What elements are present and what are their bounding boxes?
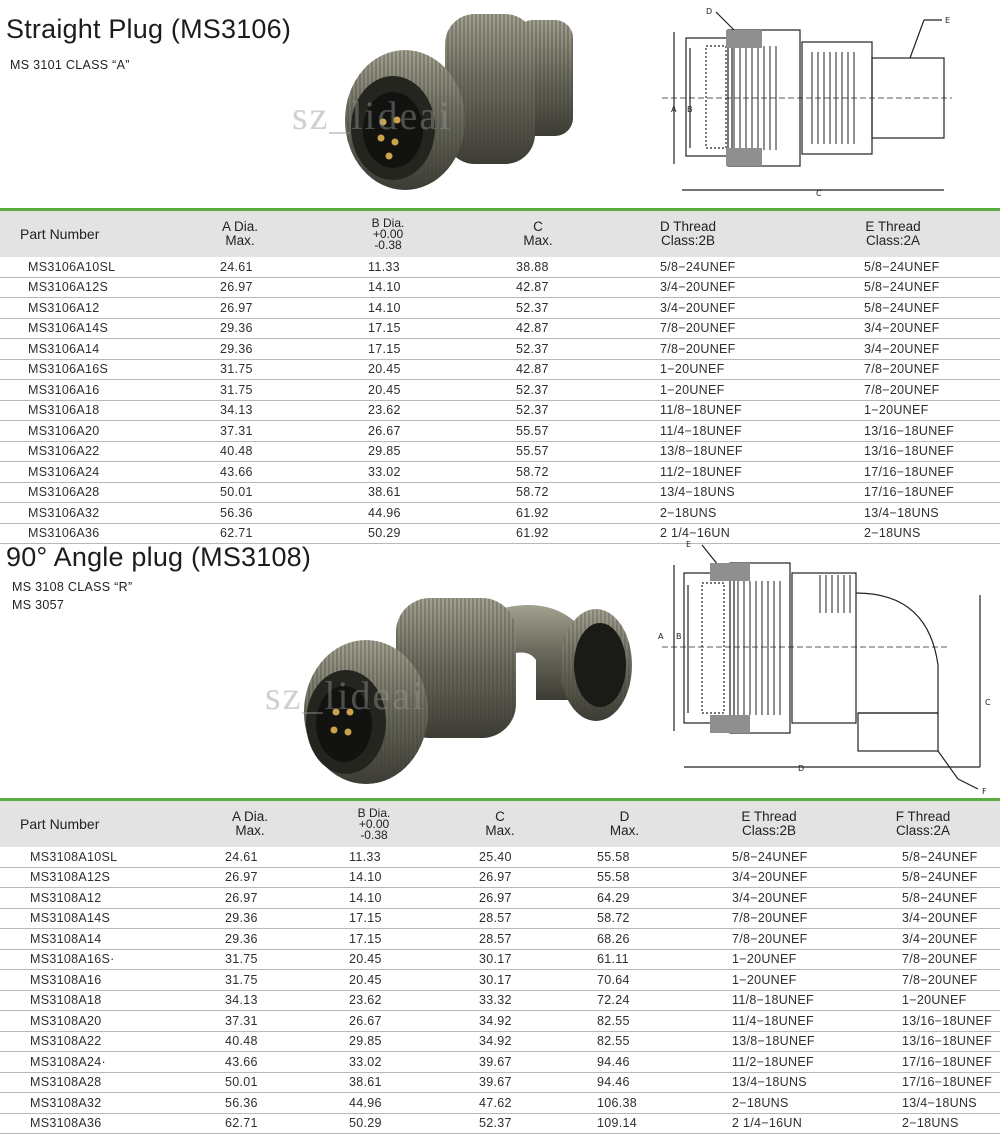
table-cell: 26.67 — [305, 1011, 443, 1032]
column-header-line: Class:2B — [660, 233, 716, 248]
column-header — [590, 211, 786, 257]
table-cell: 37.31 — [190, 421, 290, 442]
table-cell: 94.46 — [557, 1052, 692, 1073]
table-cell: 5/8−24UNEF — [846, 888, 1000, 909]
table-cell: MS3106A18 — [0, 400, 190, 421]
table-cell: 40.48 — [195, 1031, 305, 1052]
table-cell: 31.75 — [190, 359, 290, 380]
table-cell: MS3108A12 — [0, 888, 195, 909]
section2-title: 90° Angle plug (MS3108) — [6, 542, 312, 572]
table-cell: 52.37 — [486, 400, 590, 421]
table-cell: 52.37 — [486, 298, 590, 319]
table-row — [0, 970, 1000, 991]
table-cell: 11.33 — [290, 257, 486, 277]
table-cell: 3/4−20UNEF — [846, 908, 1000, 929]
table-cell: 52.37 — [443, 1113, 557, 1134]
table-row — [0, 929, 1000, 950]
table-cell: 14.10 — [305, 888, 443, 909]
table-cell: 38.61 — [305, 1072, 443, 1093]
table-row — [0, 1011, 1000, 1032]
column-header-line: F Thread — [895, 809, 951, 824]
table-cell: 17/16−18UNEF — [846, 1072, 1000, 1093]
table-cell: 17.15 — [305, 929, 443, 950]
table-cell: 82.55 — [557, 1031, 692, 1052]
table-row — [0, 421, 1000, 442]
table-cell: 13/8−18UNEF — [692, 1031, 846, 1052]
table-cell: 11/2−18UNEF — [692, 1052, 846, 1073]
table-cell: 2−18UNS — [590, 503, 786, 524]
table-cell: 13/16−18UNEF — [846, 1031, 1000, 1052]
table-cell: 94.46 — [557, 1072, 692, 1093]
table-cell: 31.75 — [195, 949, 305, 970]
table-row — [0, 318, 1000, 339]
table-cell: 26.97 — [195, 888, 305, 909]
table-cell: MS3106A20 — [0, 421, 190, 442]
table-cell: 13/16−18UNEF — [786, 421, 1000, 442]
table2-header-row — [0, 801, 1000, 847]
column-header — [846, 801, 1000, 847]
drawing1-label-d: D — [706, 7, 713, 16]
table-cell: 70.64 — [557, 970, 692, 991]
table-cell: 23.62 — [305, 990, 443, 1011]
table-cell: 26.97 — [190, 298, 290, 319]
column-header-line: Max. — [523, 233, 553, 248]
ms3106-spec-table — [0, 211, 1000, 544]
column-header — [486, 211, 590, 257]
table-cell: 56.36 — [195, 1093, 305, 1114]
table-cell: 26.97 — [443, 888, 557, 909]
table-cell: 109.14 — [557, 1113, 692, 1134]
table-cell: 61.92 — [486, 503, 590, 524]
table-cell: 17.15 — [290, 339, 486, 360]
table-cell: 5/8−24UNEF — [846, 867, 1000, 888]
table-cell: 58.72 — [486, 462, 590, 483]
table-cell: 3/4−20UNEF — [590, 277, 786, 298]
table-cell: 72.24 — [557, 990, 692, 1011]
table-cell: 42.87 — [486, 359, 590, 380]
table-cell: 29.36 — [195, 929, 305, 950]
table-cell: 44.96 — [305, 1093, 443, 1114]
column-header-line: D Thread — [659, 219, 717, 234]
table-cell: MS3108A36 — [0, 1113, 195, 1134]
drawing2-label-d: D — [798, 764, 805, 773]
table-cell: 26.67 — [290, 421, 486, 442]
table-row — [0, 380, 1000, 401]
table-cell: 23.62 — [290, 400, 486, 421]
table-cell: 33.32 — [443, 990, 557, 1011]
straight-plug-drawing — [662, 2, 962, 200]
table-cell: 56.36 — [190, 503, 290, 524]
table-cell: 7/8−20UNEF — [846, 949, 1000, 970]
table-cell: 29.36 — [190, 339, 290, 360]
table-cell: 2−18UNS — [846, 1113, 1000, 1134]
table1-body — [0, 257, 1000, 544]
table-cell: 58.72 — [557, 908, 692, 929]
table-cell: MS3108A12S — [0, 867, 195, 888]
table-cell: 13/4−18UNS — [692, 1072, 846, 1093]
table-cell: 5/8−24UNEF — [786, 277, 1000, 298]
section1-title: Straight Plug (MS3106) — [6, 14, 292, 44]
column-header-line: D — [619, 809, 630, 824]
table-cell: 7/8−20UNEF — [786, 359, 1000, 380]
column-header-line: -0.38 — [374, 237, 402, 252]
table-cell: 11/8−18UNEF — [692, 990, 846, 1011]
table-cell: 2 1/4−16UN — [590, 523, 786, 544]
section2-subtitle-1: MS 3108 CLASS “R” — [12, 580, 133, 594]
column-header — [0, 211, 190, 257]
table-cell: 38.88 — [486, 257, 590, 277]
table-cell: MS3106A12S — [0, 277, 190, 298]
table-cell: 43.66 — [190, 462, 290, 483]
table-cell: 3/4−20UNEF — [692, 867, 846, 888]
table-cell: 34.13 — [190, 400, 290, 421]
column-header-line: Class:2A — [865, 233, 921, 248]
table-cell: 28.57 — [443, 908, 557, 929]
table-row — [0, 1031, 1000, 1052]
table-row — [0, 257, 1000, 277]
table-cell: 17.15 — [305, 908, 443, 929]
table-cell: 42.87 — [486, 318, 590, 339]
table-cell: 24.61 — [195, 847, 305, 867]
table-row — [0, 908, 1000, 929]
ms3108-spec-table — [0, 801, 1000, 1134]
column-header-line: A Dia. — [221, 219, 259, 234]
drawing2-label-e: E — [686, 540, 692, 549]
column-header-line: B Dia. — [371, 215, 405, 230]
table-cell: 13/4−18UNS — [590, 482, 786, 503]
table-cell: 55.58 — [557, 847, 692, 867]
table-cell: 42.87 — [486, 277, 590, 298]
table-cell: MS3106A22 — [0, 441, 190, 462]
table-cell: MS3106A16 — [0, 380, 190, 401]
table-row — [0, 298, 1000, 319]
drawing2-label-a: A — [658, 632, 664, 641]
column-header-line: B Dia. — [357, 805, 391, 820]
table-cell: 2 1/4−16UN — [692, 1113, 846, 1134]
table-cell: MS3106A14 — [0, 339, 190, 360]
column-header-line: Part Number — [20, 226, 100, 242]
table-cell: 62.71 — [195, 1113, 305, 1134]
table-cell: 43.66 — [195, 1052, 305, 1073]
table-cell: 34.92 — [443, 1031, 557, 1052]
table-cell: 3/4−20UNEF — [692, 888, 846, 909]
table-cell: 11/4−18UNEF — [590, 421, 786, 442]
column-header-line: E Thread — [741, 809, 797, 824]
table-cell: MS3108A28 — [0, 1072, 195, 1093]
table-cell: 31.75 — [195, 970, 305, 991]
table-cell: 64.29 — [557, 888, 692, 909]
column-header — [190, 211, 290, 257]
table-cell: 11/2−18UNEF — [590, 462, 786, 483]
table-cell: MS3108A14 — [0, 929, 195, 950]
table-cell: 34.92 — [443, 1011, 557, 1032]
table-cell: MS3108A22 — [0, 1031, 195, 1052]
table-cell: 26.97 — [190, 277, 290, 298]
column-header — [0, 801, 195, 847]
table-cell: 5/8−24UNEF — [786, 257, 1000, 277]
table-cell: MS3108A20 — [0, 1011, 195, 1032]
table-cell: 29.85 — [305, 1031, 443, 1052]
column-header — [290, 211, 486, 257]
table-cell: 2−18UNS — [786, 523, 1000, 544]
table-cell: 20.45 — [305, 949, 443, 970]
table-row — [0, 277, 1000, 298]
table-cell: MS3106A12 — [0, 298, 190, 319]
table-cell: MS3106A10SL — [0, 257, 190, 277]
table-cell: 44.96 — [290, 503, 486, 524]
table-cell: 29.36 — [195, 908, 305, 929]
table-cell: MS3108A24· — [0, 1052, 195, 1073]
table-cell: 11.33 — [305, 847, 443, 867]
table-cell: 58.72 — [486, 482, 590, 503]
table-cell: 30.17 — [443, 949, 557, 970]
table-cell: MS3106A24 — [0, 462, 190, 483]
table-row — [0, 1093, 1000, 1114]
table-cell: MS3106A14S — [0, 318, 190, 339]
column-header-line: Class:2B — [741, 823, 797, 838]
table-row — [0, 359, 1000, 380]
table-cell: 28.57 — [443, 929, 557, 950]
table-cell: 17.15 — [290, 318, 486, 339]
table-cell: 13/16−18UNEF — [786, 441, 1000, 462]
table-row — [0, 888, 1000, 909]
table-cell: 11/4−18UNEF — [692, 1011, 846, 1032]
table-cell: 1−20UNEF — [590, 380, 786, 401]
table-cell: 7/8−20UNEF — [590, 318, 786, 339]
table-cell: 17/16−18UNEF — [846, 1052, 1000, 1073]
table-cell: 13/16−18UNEF — [846, 1011, 1000, 1032]
table-row — [0, 482, 1000, 503]
table-cell: 20.45 — [290, 380, 486, 401]
table-cell: 33.02 — [290, 462, 486, 483]
table-cell: 7/8−20UNEF — [846, 970, 1000, 991]
table-cell: 7/8−20UNEF — [590, 339, 786, 360]
table-cell: 17/16−18UNEF — [786, 482, 1000, 503]
table-cell: 13/4−18UNS — [786, 503, 1000, 524]
table-cell: 24.61 — [190, 257, 290, 277]
table-row — [0, 1113, 1000, 1134]
table-cell: 50.01 — [195, 1072, 305, 1093]
table-cell: 50.01 — [190, 482, 290, 503]
column-header — [195, 801, 305, 847]
table-cell: 47.62 — [443, 1093, 557, 1114]
table-cell: 3/4−20UNEF — [846, 929, 1000, 950]
watermark-1: sz_lideai — [292, 93, 453, 138]
column-header-line: C — [495, 809, 505, 824]
table-cell: 5/8−24UNEF — [786, 298, 1000, 319]
table-cell: 7/8−20UNEF — [786, 380, 1000, 401]
column-header-line: Max. — [485, 823, 515, 838]
drawing1-label-e: E — [945, 16, 951, 25]
drawing1-label-b: B — [687, 105, 693, 114]
table-cell: 39.67 — [443, 1072, 557, 1093]
column-header — [443, 801, 557, 847]
table-cell: 55.57 — [486, 441, 590, 462]
table-cell: 52.37 — [486, 380, 590, 401]
drawing2-label-c: C — [985, 698, 991, 707]
table-cell: 82.55 — [557, 1011, 692, 1032]
table-cell: 37.31 — [195, 1011, 305, 1032]
table-row — [0, 503, 1000, 524]
column-header-line: A Dia. — [231, 809, 269, 824]
table-row — [0, 441, 1000, 462]
table-cell: 52.37 — [486, 339, 590, 360]
drawing1-label-c: C — [816, 189, 822, 198]
table-row — [0, 1052, 1000, 1073]
table-cell: 1−20UNEF — [846, 990, 1000, 1011]
table-cell: 14.10 — [305, 867, 443, 888]
table-row — [0, 949, 1000, 970]
table-cell: 5/8−24UNEF — [692, 847, 846, 867]
table-cell: 106.38 — [557, 1093, 692, 1114]
table-cell: 25.40 — [443, 847, 557, 867]
table-cell: 50.29 — [290, 523, 486, 544]
table-cell: 31.75 — [190, 380, 290, 401]
table-cell: 61.11 — [557, 949, 692, 970]
table-row — [0, 990, 1000, 1011]
column-header — [692, 801, 846, 847]
table-cell: MS3108A14S — [0, 908, 195, 929]
column-header-line: Max. — [235, 823, 265, 838]
table-cell: 2−18UNS — [692, 1093, 846, 1114]
table-cell: MS3106A28 — [0, 482, 190, 503]
table-cell: 5/8−24UNEF — [590, 257, 786, 277]
table-cell: 13/4−18UNS — [846, 1093, 1000, 1114]
table-cell: 20.45 — [290, 359, 486, 380]
table-cell: 1−20UNEF — [692, 949, 846, 970]
table-cell: 30.17 — [443, 970, 557, 991]
drawing1-label-a: A — [671, 105, 677, 114]
column-header-line: Class:2A — [895, 823, 951, 838]
column-header-line: C — [533, 219, 543, 234]
table-cell: 3/4−20UNEF — [786, 318, 1000, 339]
column-header-line: Max. — [225, 233, 255, 248]
table-cell: 39.67 — [443, 1052, 557, 1073]
table-cell: 33.02 — [305, 1052, 443, 1073]
table-cell: 62.71 — [190, 523, 290, 544]
table-cell: 29.85 — [290, 441, 486, 462]
table-cell: 14.10 — [290, 298, 486, 319]
table-cell: 3/4−20UNEF — [590, 298, 786, 319]
table-cell: 26.97 — [195, 867, 305, 888]
table-row — [0, 1072, 1000, 1093]
table-cell: 55.57 — [486, 421, 590, 442]
table-cell: 17/16−18UNEF — [786, 462, 1000, 483]
table-cell: 1−20UNEF — [786, 400, 1000, 421]
table-cell: 68.26 — [557, 929, 692, 950]
table-cell: 26.97 — [443, 867, 557, 888]
drawing2-label-f: F — [982, 787, 987, 796]
table-cell: 61.92 — [486, 523, 590, 544]
angle-plug-drawing — [648, 535, 998, 797]
table-cell: 11/8−18UNEF — [590, 400, 786, 421]
table-row — [0, 462, 1000, 483]
table2-body — [0, 847, 1000, 1134]
table-cell: 29.36 — [190, 318, 290, 339]
column-header-line: Max. — [609, 823, 640, 838]
table-row — [0, 339, 1000, 360]
table-row — [0, 400, 1000, 421]
column-header-line: E Thread — [865, 219, 921, 234]
table-row — [0, 867, 1000, 888]
table-cell: MS3106A32 — [0, 503, 190, 524]
table-cell: 7/8−20UNEF — [692, 929, 846, 950]
table-cell: 50.29 — [305, 1113, 443, 1134]
column-header — [557, 801, 692, 847]
table1-header-row — [0, 211, 1000, 257]
column-header — [305, 801, 443, 847]
section1-subtitle: MS 3101 CLASS “A” — [10, 58, 130, 72]
table-cell: 38.61 — [290, 482, 486, 503]
drawing2-label-b: B — [676, 632, 682, 641]
table-cell: 40.48 — [190, 441, 290, 462]
table-cell: MS3108A18 — [0, 990, 195, 1011]
table-cell: MS3106A36 — [0, 523, 190, 544]
table-cell: 5/8−24UNEF — [846, 847, 1000, 867]
table-row — [0, 847, 1000, 867]
table-cell: MS3108A16S· — [0, 949, 195, 970]
column-header-line: -0.38 — [360, 827, 388, 842]
table-cell: 55.58 — [557, 867, 692, 888]
table-cell: MS3106A16S — [0, 359, 190, 380]
table-cell: 34.13 — [195, 990, 305, 1011]
table-cell: MS3108A16 — [0, 970, 195, 991]
watermark-2: sz_lideai — [265, 673, 426, 718]
table-cell: 7/8−20UNEF — [692, 908, 846, 929]
column-header-line: Part Number — [20, 816, 100, 832]
table-cell: 14.10 — [290, 277, 486, 298]
table-cell: 13/8−18UNEF — [590, 441, 786, 462]
column-header — [786, 211, 1000, 257]
column-header-line: +0.00 — [358, 816, 390, 831]
table-cell: 20.45 — [305, 970, 443, 991]
table-cell: MS3108A32 — [0, 1093, 195, 1114]
table-cell: 1−20UNEF — [590, 359, 786, 380]
table-cell: 1−20UNEF — [692, 970, 846, 991]
column-header-line: +0.00 — [372, 226, 404, 241]
table-cell: 3/4−20UNEF — [786, 339, 1000, 360]
table-cell: MS3108A10SL — [0, 847, 195, 867]
section2-subtitle-2: MS 3057 — [12, 598, 65, 612]
